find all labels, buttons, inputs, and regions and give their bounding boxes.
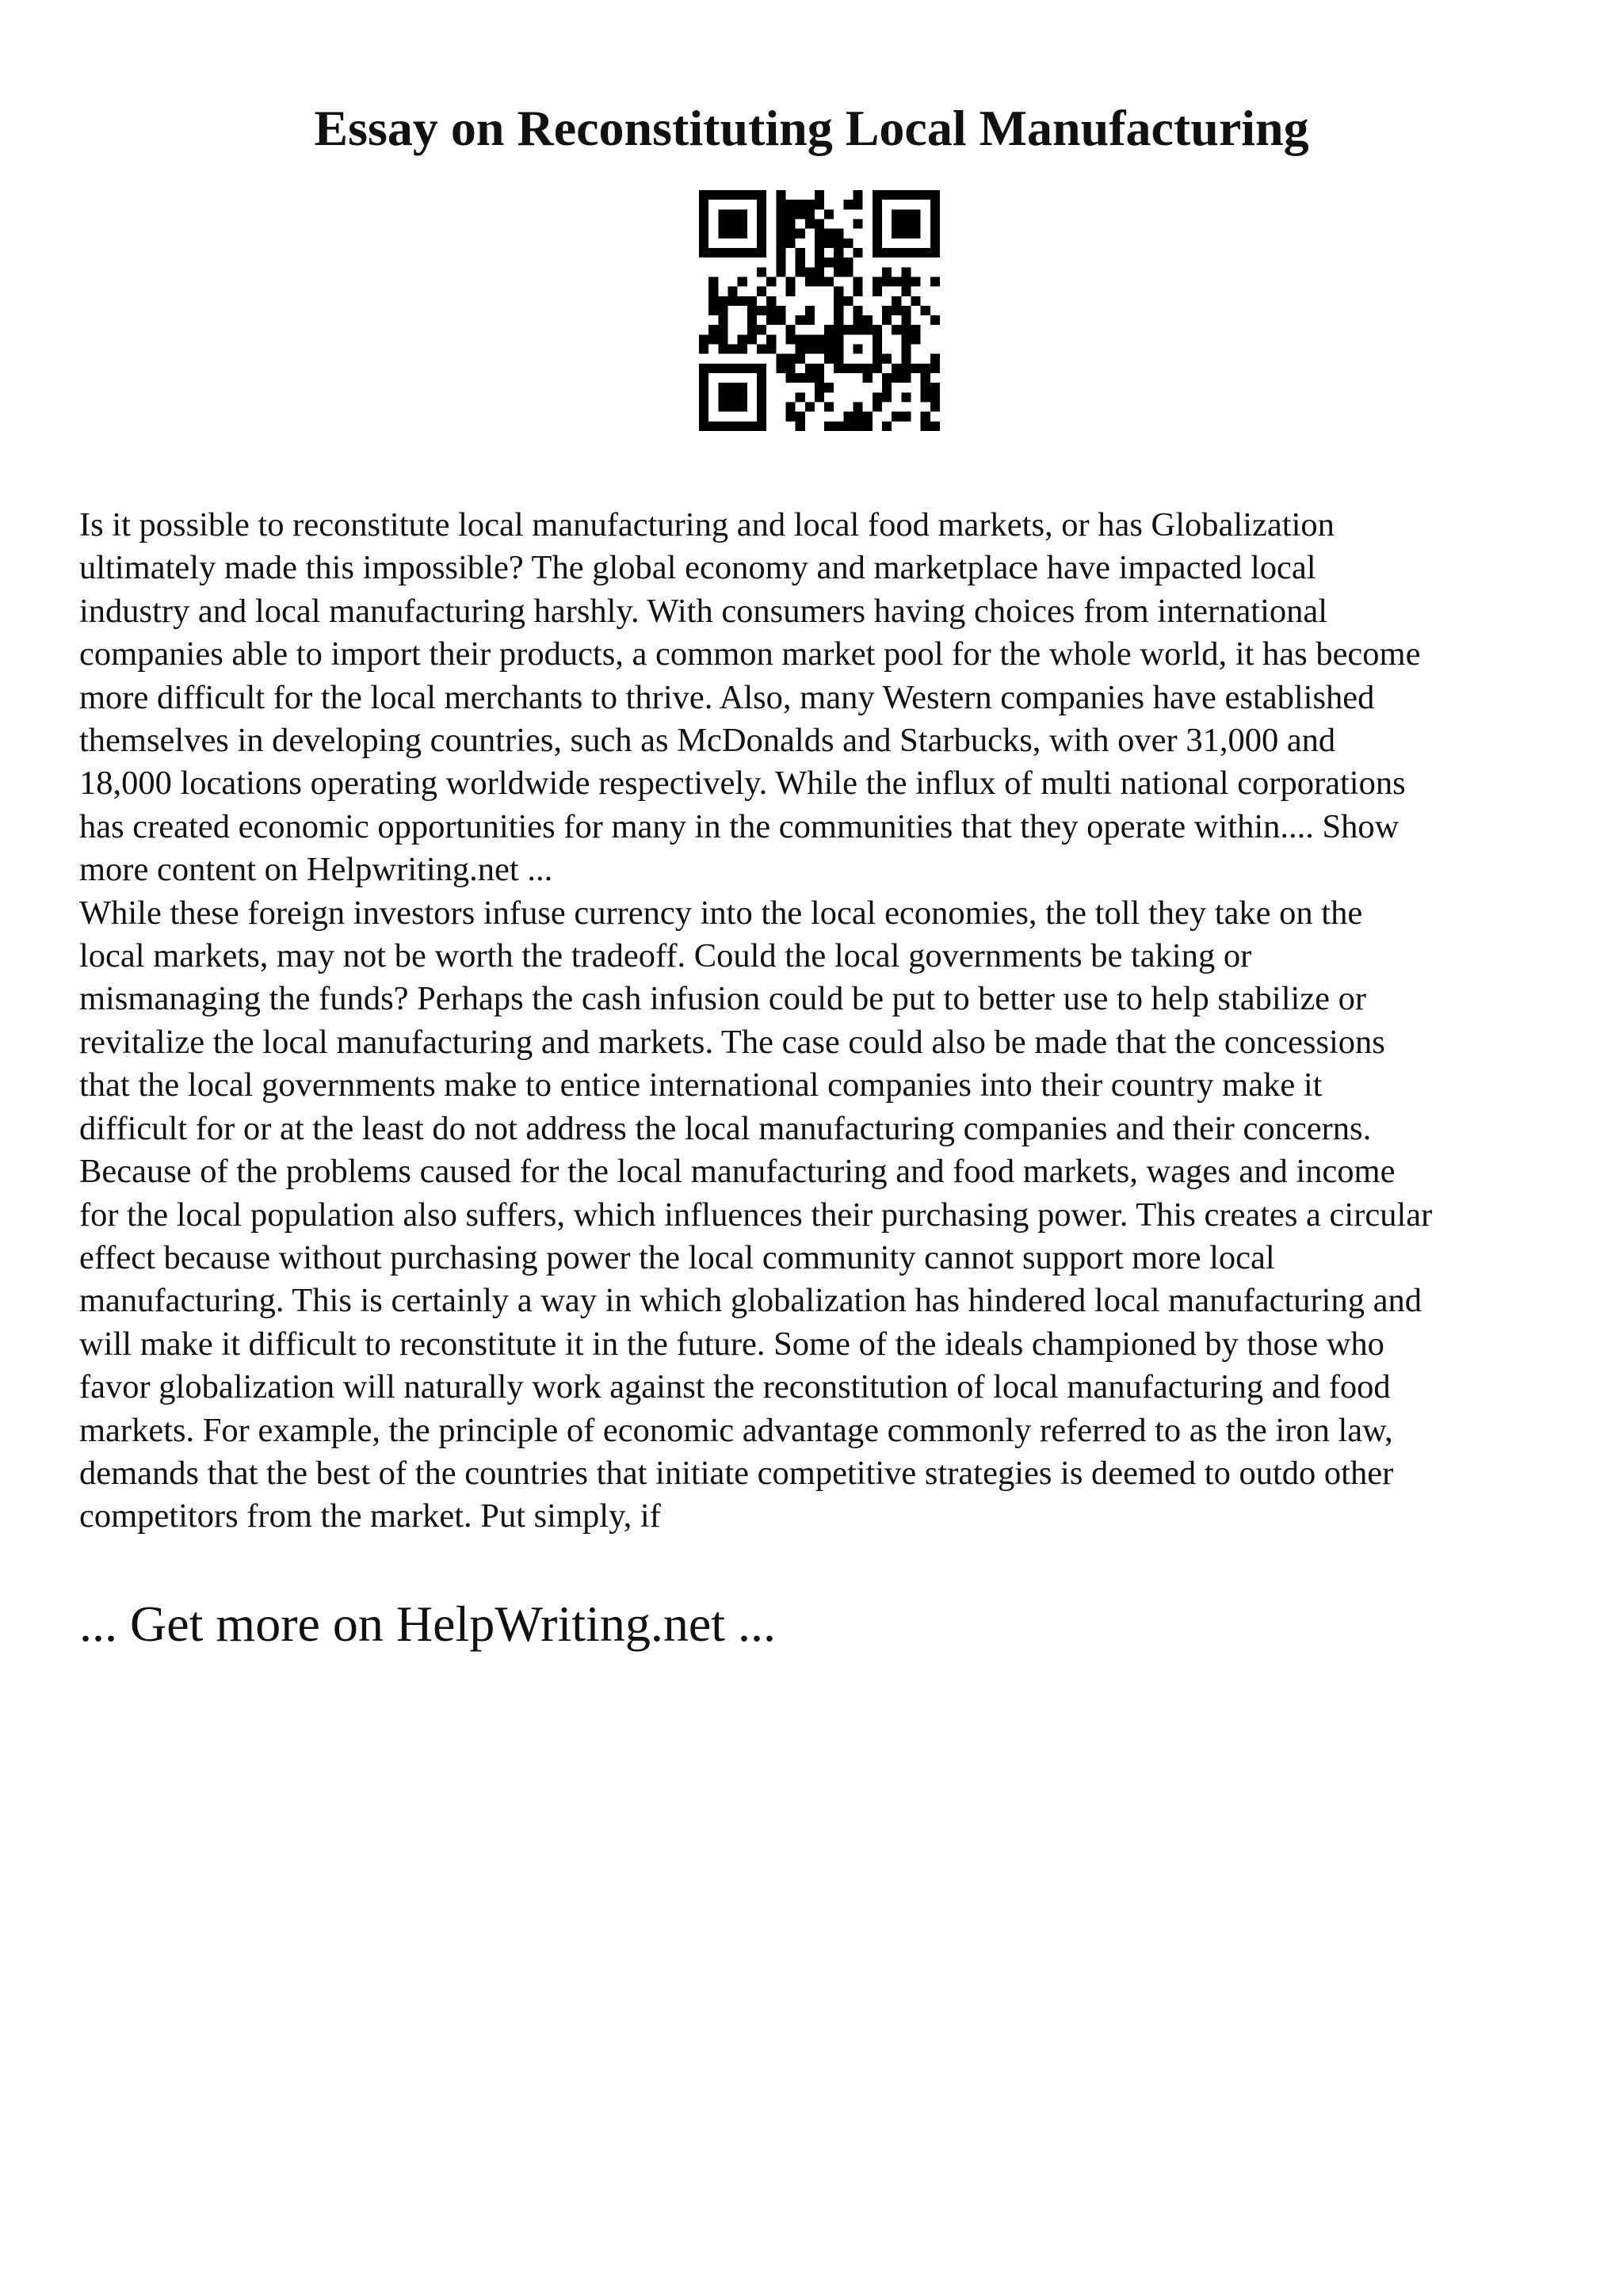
document-title: Essay on Reconstituting Local Manufacturing — [314, 100, 1309, 156]
get-more-link[interactable]: ... Get more on HelpWriting.net ... — [79, 1596, 776, 1652]
paragraph: Is it possible to reconstitute local manufacturing and local food markets, or has Globalization ultimately made this impossible? The global economy and marketplace have impacted local industry and local manufacturing harshly. With consumers having choices from international companies able to import their products, a common market pool for the whole world, it has become more difficult for the local merchants to thrive. Also, many Western companies have established themselves in developing countries, such as McDonalds and Starbucks, with over 31,000 and 18,000 locations operating worldwide respectively. While the influx of multi national corporations has created economic opportunities for many in the communities that they operate within.... Show more content on Helpwriting.net ... — [79, 506, 1421, 889]
qr-code-icon — [699, 190, 940, 431]
essay-body — [79, 504, 1569, 1539]
paragraph: While these foreign investors infuse currency into the local economies, the toll they take on the local markets, may not be worth the tradeoff. Could the local governments be taking or mismanaging the funds? Perhaps the cash infusion could be put to better use to help stabilize or revitalize the local manufacturing and markets. The case could also be made that the concessions that the local governments make to entice international companies into their country make it difficult for or at the least do not address the local manufacturing companies and their concerns. Because of the problems caused for the local manufacturing and food markets, wages and income for the local population also suffers, which influences their purchasing power. This creates a circular effect because without purchasing power the local community cannot support more local manufacturing. This is certainly a way in which globalization has hindered local manufacturing and will make it difficult to reconstitute it in the future. Some of the ideals championed by those who favor globalization will naturally work against the reconstitution of local manufacturing and food markets. For example, the principle of economic advantage commonly referred to as the iron law, demands that the best of the countries that initiate competitive strategies is deemed to outdo other competitors from the market. Put simply, if — [79, 894, 1433, 1535]
